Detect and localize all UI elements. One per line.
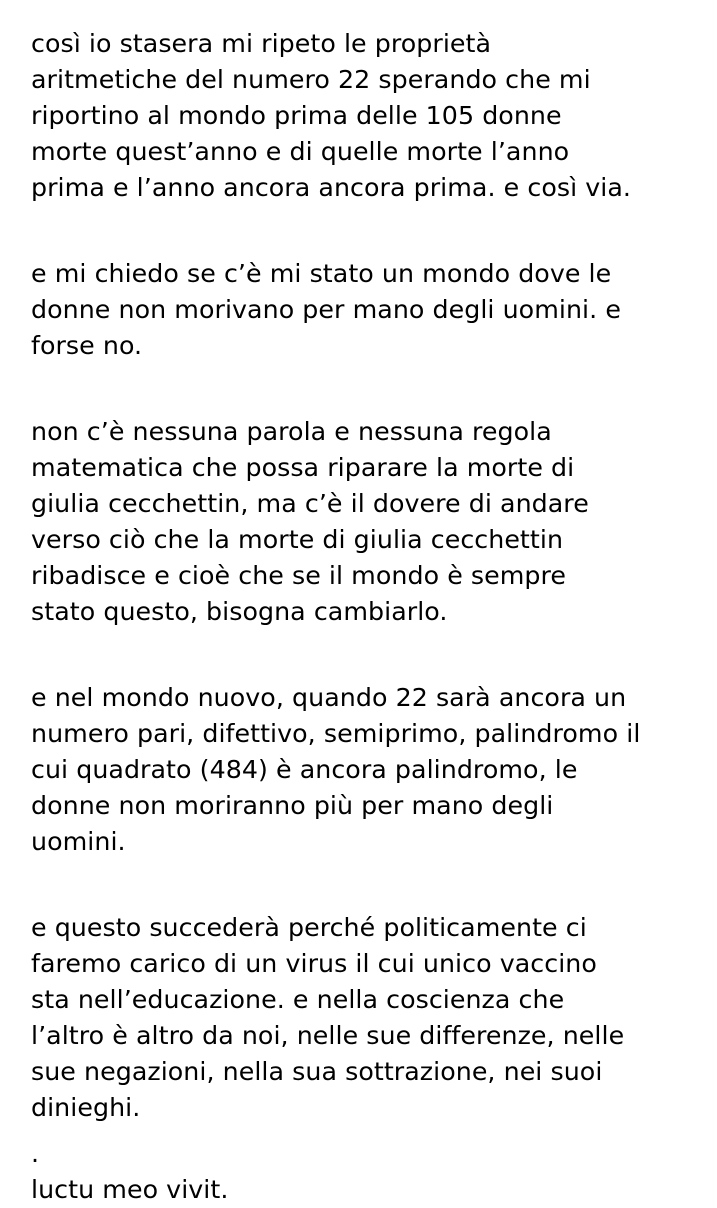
text-line: faremo carico di un virus il cui unico vaccino xyxy=(31,949,597,978)
text-line: dinieghi. xyxy=(31,1093,141,1122)
paragraph-3 xyxy=(31,414,703,630)
paragraph-4 xyxy=(31,680,703,860)
text-line: donne non morivano per mano degli uomini. e xyxy=(31,295,621,324)
text-line: ribadisce e cioè che se il mondo è sempre xyxy=(31,561,567,590)
text-line: stato questo, bisogna cambiarlo. xyxy=(31,597,448,626)
paragraph-gap xyxy=(31,206,703,256)
note-body xyxy=(31,26,703,1208)
text-line: non c’è nessuna parola e nessuna regola xyxy=(31,417,552,446)
text-line: e questo succederà perché politicamente ci xyxy=(31,913,587,942)
text-line: aritmetiche del numero 22 sperando che mi xyxy=(31,65,591,94)
text-line: verso ciò che la morte di giulia cecchettin xyxy=(31,525,564,554)
text-line: morte quest’anno e di quelle morte l’anno xyxy=(31,137,570,166)
paragraph-gap xyxy=(31,630,703,680)
text-line: forse no. xyxy=(31,331,143,360)
signature-line: luctu meo vivit. xyxy=(31,1175,229,1204)
text-line: l’altro è altro da noi, nelle sue differenze, nelle xyxy=(31,1021,625,1050)
paragraph-gap xyxy=(31,1126,703,1136)
text-line: così io stasera mi ripeto le proprietà xyxy=(31,29,492,58)
text-line: prima e l’anno ancora ancora prima. e così via. xyxy=(31,173,632,202)
text-line: matematica che possa riparare la morte di xyxy=(31,453,575,482)
text-line: e nel mondo nuovo, quando 22 sarà ancora un xyxy=(31,683,627,712)
closing-dot: . xyxy=(31,1139,40,1168)
text-line: giulia cecchettin, ma c’è il dovere di andare xyxy=(31,489,589,518)
text-line: riportino al mondo prima delle 105 donne xyxy=(31,101,562,130)
paragraph-1 xyxy=(31,26,703,206)
text-line: uomini. xyxy=(31,827,126,856)
paragraph-gap xyxy=(31,860,703,910)
closing xyxy=(31,1136,703,1208)
text-line: sta nell’educazione. e nella coscienza che xyxy=(31,985,565,1014)
text-line: numero pari, difettivo, semiprimo, palindromo il xyxy=(31,719,641,748)
paragraph-5 xyxy=(31,910,703,1126)
text-line: sue negazioni, nella sua sottrazione, nei suoi xyxy=(31,1057,603,1086)
paragraph-2 xyxy=(31,256,703,364)
text-line: e mi chiedo se c’è mi stato un mondo dove le xyxy=(31,259,612,288)
paragraph-gap xyxy=(31,364,703,414)
text-line: cui quadrato (484) è ancora palindromo, le xyxy=(31,755,578,784)
text-line: donne non moriranno più per mano degli xyxy=(31,791,554,820)
